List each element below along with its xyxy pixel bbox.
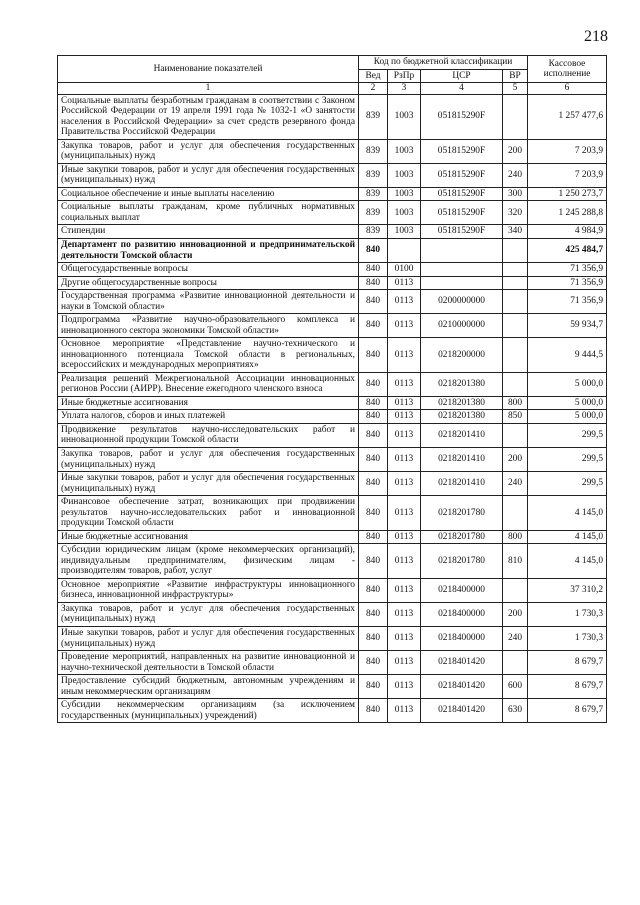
row-csr: 0218400000 bbox=[421, 578, 503, 602]
row-name: Другие общегосударственные вопросы bbox=[58, 276, 359, 290]
row-name: Финансовое обеспечение затрат, возникающих при продвижении результатов научно-исследовательских работ и инновационной продукции Томской области bbox=[58, 496, 359, 531]
table-row bbox=[58, 626, 607, 650]
row-vr: 240 bbox=[503, 472, 528, 496]
row-name: Социальные выплаты безработным гражданам в соответствии с Законом Российской Федерации от 19 апреля 1991 года № 1032-1 «О занятости населения в Российской Федерации» за счет средств резервного фонда Правительства Российской Федерации bbox=[58, 94, 359, 139]
row-ved: 840 bbox=[359, 423, 388, 447]
header-execution: Кассовое исполнение bbox=[528, 56, 607, 83]
row-amount: 1 730,3 bbox=[528, 602, 607, 626]
row-csr: 0218201410 bbox=[421, 423, 503, 447]
row-name: Стипендии bbox=[58, 225, 359, 239]
table-row bbox=[58, 544, 607, 579]
row-rzpr: 0113 bbox=[388, 544, 421, 579]
row-rzpr: 0113 bbox=[388, 396, 421, 410]
row-rzpr: 1003 bbox=[388, 201, 421, 225]
row-csr bbox=[421, 238, 503, 262]
row-vr: 240 bbox=[503, 626, 528, 650]
row-csr: 051815290F bbox=[421, 94, 503, 139]
row-csr: 0218201780 bbox=[421, 544, 503, 579]
table-row bbox=[58, 423, 607, 447]
row-amount: 4 145,0 bbox=[528, 530, 607, 544]
row-csr: 0218201410 bbox=[421, 472, 503, 496]
row-amount: 1 250 273,7 bbox=[528, 187, 607, 201]
row-amount: 5 000,0 bbox=[528, 396, 607, 410]
row-ved: 840 bbox=[359, 496, 388, 531]
header-csr: ЦСР bbox=[421, 69, 503, 83]
row-amount: 299,5 bbox=[528, 423, 607, 447]
row-csr: 0218201410 bbox=[421, 448, 503, 472]
row-rzpr: 0113 bbox=[388, 699, 421, 723]
row-csr bbox=[421, 276, 503, 290]
row-csr: 0218401420 bbox=[421, 651, 503, 675]
row-name: Общегосударственные вопросы bbox=[58, 263, 359, 277]
row-ved: 839 bbox=[359, 94, 388, 139]
table-row bbox=[58, 225, 607, 239]
row-vr: 200 bbox=[503, 602, 528, 626]
table-row bbox=[58, 396, 607, 410]
row-ved: 840 bbox=[359, 238, 388, 262]
row-ved: 840 bbox=[359, 314, 388, 338]
row-csr: 051815290F bbox=[421, 225, 503, 239]
row-csr: 051815290F bbox=[421, 201, 503, 225]
row-vr bbox=[503, 314, 528, 338]
row-rzpr: 0113 bbox=[388, 578, 421, 602]
row-amount: 1 257 477,6 bbox=[528, 94, 607, 139]
table-row bbox=[58, 651, 607, 675]
header-code-group: Код по бюджетной классификации bbox=[359, 56, 528, 70]
row-name: Государственная программа «Развитие инновационной деятельности и науки в Томской области» bbox=[58, 290, 359, 314]
row-rzpr: 0113 bbox=[388, 602, 421, 626]
row-vr bbox=[503, 338, 528, 373]
row-name: Закупка товаров, работ и услуг для обеспечения государственных (муниципальных) нужд bbox=[58, 448, 359, 472]
column-number: 1 bbox=[58, 83, 359, 95]
row-amount: 71 356,9 bbox=[528, 290, 607, 314]
row-vr: 850 bbox=[503, 410, 528, 424]
row-name: Подпрограмма «Развитие научно-образовательного комплекса и инновационного сектора экономики Томской области» bbox=[58, 314, 359, 338]
row-rzpr: 1003 bbox=[388, 163, 421, 187]
table-body bbox=[58, 94, 607, 723]
row-rzpr: 0113 bbox=[388, 372, 421, 396]
row-rzpr: 0113 bbox=[388, 472, 421, 496]
row-name: Закупка товаров, работ и услуг для обеспечения государственных (муниципальных) нужд bbox=[58, 139, 359, 163]
row-amount: 9 444,5 bbox=[528, 338, 607, 373]
row-ved: 840 bbox=[359, 448, 388, 472]
row-ved: 840 bbox=[359, 276, 388, 290]
row-name: Иные закупки товаров, работ и услуг для обеспечения государственных (муниципальных) нужд bbox=[58, 626, 359, 650]
row-rzpr: 1003 bbox=[388, 187, 421, 201]
row-ved: 840 bbox=[359, 699, 388, 723]
row-rzpr bbox=[388, 238, 421, 262]
row-rzpr: 0113 bbox=[388, 448, 421, 472]
row-amount: 8 679,7 bbox=[528, 699, 607, 723]
column-number: 3 bbox=[388, 83, 421, 95]
row-name: Социальное обеспечение и иные выплаты населению bbox=[58, 187, 359, 201]
table-row bbox=[58, 276, 607, 290]
row-csr: 051815290F bbox=[421, 163, 503, 187]
header-ved: Вед bbox=[359, 69, 388, 83]
row-csr: 0200000000 bbox=[421, 290, 503, 314]
row-csr bbox=[421, 263, 503, 277]
row-rzpr: 0113 bbox=[388, 675, 421, 699]
row-name: Иные бюджетные ассигнования bbox=[58, 396, 359, 410]
row-rzpr: 1003 bbox=[388, 225, 421, 239]
row-amount: 5 000,0 bbox=[528, 372, 607, 396]
row-rzpr: 1003 bbox=[388, 139, 421, 163]
row-vr bbox=[503, 372, 528, 396]
row-rzpr: 0113 bbox=[388, 314, 421, 338]
row-csr: 0218401420 bbox=[421, 675, 503, 699]
table-row bbox=[58, 201, 607, 225]
row-vr: 300 bbox=[503, 187, 528, 201]
row-amount: 7 203,9 bbox=[528, 163, 607, 187]
row-name: Основное мероприятие «Представление научно-технического и инновационного потенциала Томской области в региональных, всероссийских и международных мероприятиях» bbox=[58, 338, 359, 373]
row-ved: 840 bbox=[359, 602, 388, 626]
row-name: Департамент по развитию инновационной и предпринимательской деятельности Томской области bbox=[58, 238, 359, 262]
row-rzpr: 0113 bbox=[388, 423, 421, 447]
row-ved: 840 bbox=[359, 263, 388, 277]
row-rzpr: 0113 bbox=[388, 496, 421, 531]
table-row bbox=[58, 187, 607, 201]
row-amount: 59 934,7 bbox=[528, 314, 607, 338]
row-vr: 800 bbox=[503, 530, 528, 544]
row-vr bbox=[503, 276, 528, 290]
row-amount: 4 984,9 bbox=[528, 225, 607, 239]
row-ved: 840 bbox=[359, 530, 388, 544]
row-name: Предоставление субсидий бюджетным, автономным учреждениям и иным некоммерческим организациям bbox=[58, 675, 359, 699]
row-ved: 840 bbox=[359, 472, 388, 496]
row-csr: 0218200000 bbox=[421, 338, 503, 373]
row-amount: 5 000,0 bbox=[528, 410, 607, 424]
table-row bbox=[58, 602, 607, 626]
table-row bbox=[58, 314, 607, 338]
row-rzpr: 0113 bbox=[388, 410, 421, 424]
row-rzpr: 0100 bbox=[388, 263, 421, 277]
row-ved: 840 bbox=[359, 651, 388, 675]
row-vr: 200 bbox=[503, 448, 528, 472]
row-vr bbox=[503, 578, 528, 602]
row-csr: 0218201780 bbox=[421, 530, 503, 544]
row-amount: 299,5 bbox=[528, 448, 607, 472]
row-vr: 240 bbox=[503, 163, 528, 187]
row-name: Основное мероприятие «Развитие инфраструктуры инновационного бизнеса, инновационной инфраструктуры» bbox=[58, 578, 359, 602]
table-row bbox=[58, 338, 607, 373]
row-amount: 8 679,7 bbox=[528, 675, 607, 699]
row-name: Закупка товаров, работ и услуг для обеспечения государственных (муниципальных) нужд bbox=[58, 602, 359, 626]
row-name: Проведение мероприятий, направленных на развитие инновационной и научно-технической деятельности в Томской области bbox=[58, 651, 359, 675]
row-ved: 840 bbox=[359, 410, 388, 424]
row-vr bbox=[503, 263, 528, 277]
row-ved: 839 bbox=[359, 187, 388, 201]
row-vr: 320 bbox=[503, 201, 528, 225]
row-name: Иные бюджетные ассигнования bbox=[58, 530, 359, 544]
table-row bbox=[58, 238, 607, 262]
row-amount: 1 245 288,8 bbox=[528, 201, 607, 225]
row-ved: 840 bbox=[359, 290, 388, 314]
row-name: Уплата налогов, сборов и иных платежей bbox=[58, 410, 359, 424]
table-row bbox=[58, 472, 607, 496]
row-rzpr: 0113 bbox=[388, 338, 421, 373]
table-row bbox=[58, 163, 607, 187]
table-row bbox=[58, 372, 607, 396]
row-ved: 840 bbox=[359, 372, 388, 396]
table-row bbox=[58, 263, 607, 277]
row-vr bbox=[503, 423, 528, 447]
row-csr: 0218201380 bbox=[421, 410, 503, 424]
row-name: Социальные выплаты гражданам, кроме публичных нормативных социальных выплат bbox=[58, 201, 359, 225]
table-row bbox=[58, 578, 607, 602]
row-amount: 71 356,9 bbox=[528, 276, 607, 290]
row-vr bbox=[503, 290, 528, 314]
page-number: 218 bbox=[584, 28, 608, 45]
row-rzpr: 0113 bbox=[388, 651, 421, 675]
row-ved: 839 bbox=[359, 225, 388, 239]
row-csr: 051815290F bbox=[421, 139, 503, 163]
row-vr bbox=[503, 496, 528, 531]
row-csr: 0218400000 bbox=[421, 626, 503, 650]
row-vr bbox=[503, 94, 528, 139]
row-amount: 71 356,9 bbox=[528, 263, 607, 277]
row-ved: 840 bbox=[359, 544, 388, 579]
table-row bbox=[58, 675, 607, 699]
table-row bbox=[58, 410, 607, 424]
row-name: Иные закупки товаров, работ и услуг для обеспечения государственных (муниципальных) нужд bbox=[58, 472, 359, 496]
row-csr: 0218400000 bbox=[421, 602, 503, 626]
row-rzpr: 0113 bbox=[388, 626, 421, 650]
row-amount: 8 679,7 bbox=[528, 651, 607, 675]
row-vr: 810 bbox=[503, 544, 528, 579]
row-amount: 299,5 bbox=[528, 472, 607, 496]
row-name: Иные закупки товаров, работ и услуг для обеспечения государственных (муниципальных) нужд bbox=[58, 163, 359, 187]
table-row bbox=[58, 94, 607, 139]
column-number: 2 bbox=[359, 83, 388, 95]
row-vr: 630 bbox=[503, 699, 528, 723]
row-vr: 340 bbox=[503, 225, 528, 239]
row-name: Субсидии некоммерческим организациям (за исключением государственных (муниципальных) учреждений) bbox=[58, 699, 359, 723]
budget-table bbox=[57, 55, 607, 723]
header-rzpr: РзПр bbox=[388, 69, 421, 83]
row-csr: 0210000000 bbox=[421, 314, 503, 338]
row-ved: 839 bbox=[359, 139, 388, 163]
table-row bbox=[58, 448, 607, 472]
header-name: Наименование показателей bbox=[58, 56, 359, 83]
row-ved: 839 bbox=[359, 163, 388, 187]
row-name: Субсидии юридическим лицам (кроме некоммерческих организаций), индивидуальным предпринимателям, физическим лицам - производителям товаров, работ, услуг bbox=[58, 544, 359, 579]
row-amount: 37 310,2 bbox=[528, 578, 607, 602]
row-vr: 600 bbox=[503, 675, 528, 699]
column-numbers-row bbox=[58, 83, 607, 95]
column-number: 4 bbox=[421, 83, 503, 95]
row-rzpr: 0113 bbox=[388, 276, 421, 290]
table-row bbox=[58, 139, 607, 163]
row-csr: 0218201380 bbox=[421, 372, 503, 396]
row-amount: 7 203,9 bbox=[528, 139, 607, 163]
row-name: Продвижение результатов научно-исследовательских работ и инновационной продукции Томской области bbox=[58, 423, 359, 447]
row-amount: 1 730,3 bbox=[528, 626, 607, 650]
row-vr: 800 bbox=[503, 396, 528, 410]
row-rzpr: 0113 bbox=[388, 290, 421, 314]
row-ved: 840 bbox=[359, 396, 388, 410]
row-csr: 0218201780 bbox=[421, 496, 503, 531]
row-amount: 4 145,0 bbox=[528, 496, 607, 531]
row-vr: 200 bbox=[503, 139, 528, 163]
column-number: 5 bbox=[503, 83, 528, 95]
header-vr: ВР bbox=[503, 69, 528, 83]
row-ved: 839 bbox=[359, 201, 388, 225]
row-ved: 840 bbox=[359, 578, 388, 602]
row-name: Реализация решений Межрегиональной Ассоциации инновационных регионов России (АИРР). Внесение ежегодного членского взноса bbox=[58, 372, 359, 396]
table-row bbox=[58, 290, 607, 314]
row-csr: 051815290F bbox=[421, 187, 503, 201]
row-csr: 0218201380 bbox=[421, 396, 503, 410]
table-row bbox=[58, 496, 607, 531]
row-rzpr: 1003 bbox=[388, 94, 421, 139]
column-number: 6 bbox=[528, 83, 607, 95]
row-ved: 840 bbox=[359, 338, 388, 373]
row-amount: 425 484,7 bbox=[528, 238, 607, 262]
row-ved: 840 bbox=[359, 675, 388, 699]
row-ved: 840 bbox=[359, 626, 388, 650]
row-amount: 4 145,0 bbox=[528, 544, 607, 579]
row-vr bbox=[503, 651, 528, 675]
row-vr bbox=[503, 238, 528, 262]
table-row bbox=[58, 699, 607, 723]
row-csr: 0218401420 bbox=[421, 699, 503, 723]
table-row bbox=[58, 530, 607, 544]
row-rzpr: 0113 bbox=[388, 530, 421, 544]
